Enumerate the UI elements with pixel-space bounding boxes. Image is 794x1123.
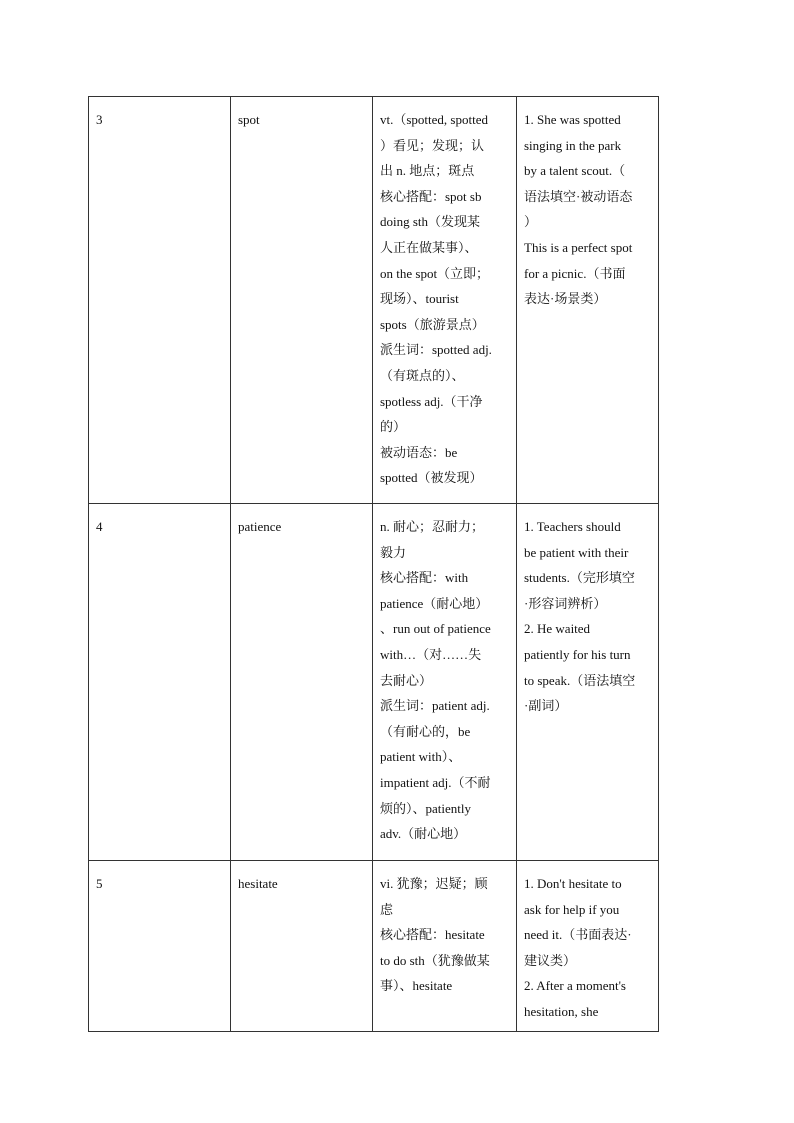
cell-line: ） [524,214,538,230]
row-number: 5 [89,861,231,1032]
cell-line: This is a perfect spot [524,239,633,255]
cell-line: ）看见；发现；认 [380,137,485,153]
cell-line: （有斑点的）、 [380,367,465,383]
cell-line: 核心搭配：with [380,570,469,586]
cell-line: spotless adj.（干净 [380,393,483,409]
cell-line: 烦的）、patiently [380,800,471,816]
cell-line: for a picnic.（书面 [524,265,626,281]
cell-line: be patient with their [524,544,629,560]
example-cell [517,861,659,1032]
cell-line: 现场）、tourist [380,291,459,307]
row-number: 3 [89,97,231,504]
cell-line: 2. After a moment's [524,978,626,994]
vocab-word: patience [231,504,373,861]
cell-line: 表达·场景类） [524,291,607,307]
row-number: 4 [89,504,231,861]
cell-line: n. 耐心；忍耐力； [380,519,485,534]
cell-line: 、run out of patience [380,621,491,637]
example-cell [517,97,659,504]
cell-line: 语法填空·被动语态 [524,188,633,204]
cell-line: need it.（书面表达· [524,927,632,943]
cell-line: 人正在做某事）、 [380,239,478,255]
cell-line: vi. 犹豫；迟疑；顾 [380,876,488,891]
cell-line: 核心搭配：hesitate [380,927,485,943]
cell-line: 2. He waited [524,621,591,637]
definition-cell [373,861,517,1032]
cell-line: ask for help if you [524,901,620,917]
example-cell [517,504,659,861]
cell-line: doing sth（发现某 [380,214,481,230]
table-row [89,504,659,861]
cell-line: ·形容词辨析） [524,595,607,611]
cell-line: hesitation, she [524,1003,599,1019]
cell-line: spotted（被发现） [380,470,483,486]
definition-cell [373,97,517,504]
cell-line: vt.（spotted, spotted [380,112,488,127]
definition-cell [373,504,517,861]
cell-line: with…（对……失 [380,646,482,662]
table-row [89,97,659,504]
table-row [89,861,659,1032]
cell-line: ·副词） [524,698,568,714]
cell-line: on the spot（立即； [380,265,490,281]
cell-line: patiently for his turn [524,646,631,662]
cell-line: 虑 [380,901,394,917]
cell-line: 建议类） [524,952,577,968]
cell-line: 核心搭配：spot sb [380,188,482,204]
vocabulary-table [88,96,659,1032]
cell-line: 毅力 [380,544,407,560]
cell-line: 1. She was spotted [524,112,621,127]
cell-line: （有耐心的，be [380,723,471,739]
cell-line: 出 n. 地点；斑点 [380,163,475,179]
cell-line: 被动语态：be [380,444,458,460]
cell-line: patience（耐心地） [380,595,489,611]
cell-line: 1. Don't hesitate to [524,876,622,891]
cell-line: 派生词：spotted adj. [380,342,492,358]
cell-line: 1. Teachers should [524,519,621,534]
vocab-word: spot [231,97,373,504]
cell-line: to speak.（语法填空 [524,672,636,688]
cell-line: 派生词：patient adj. [380,698,490,714]
cell-line: to do sth（犹豫做某 [380,952,490,968]
cell-line: singing in the park [524,137,622,153]
cell-line: 去耐心） [380,672,433,688]
cell-line: adv.（耐心地） [380,826,467,842]
cell-line: by a talent scout.（ [524,163,626,179]
cell-line: patient with）、 [380,749,462,765]
cell-line: 的） [380,419,407,435]
cell-line: spots（旅游景点） [380,316,485,332]
cell-line: 事）、hesitate [380,978,453,994]
vocab-word: hesitate [231,861,373,1032]
cell-line: impatient adj.（不耐 [380,774,491,790]
cell-line: students.（完形填空 [524,570,635,586]
